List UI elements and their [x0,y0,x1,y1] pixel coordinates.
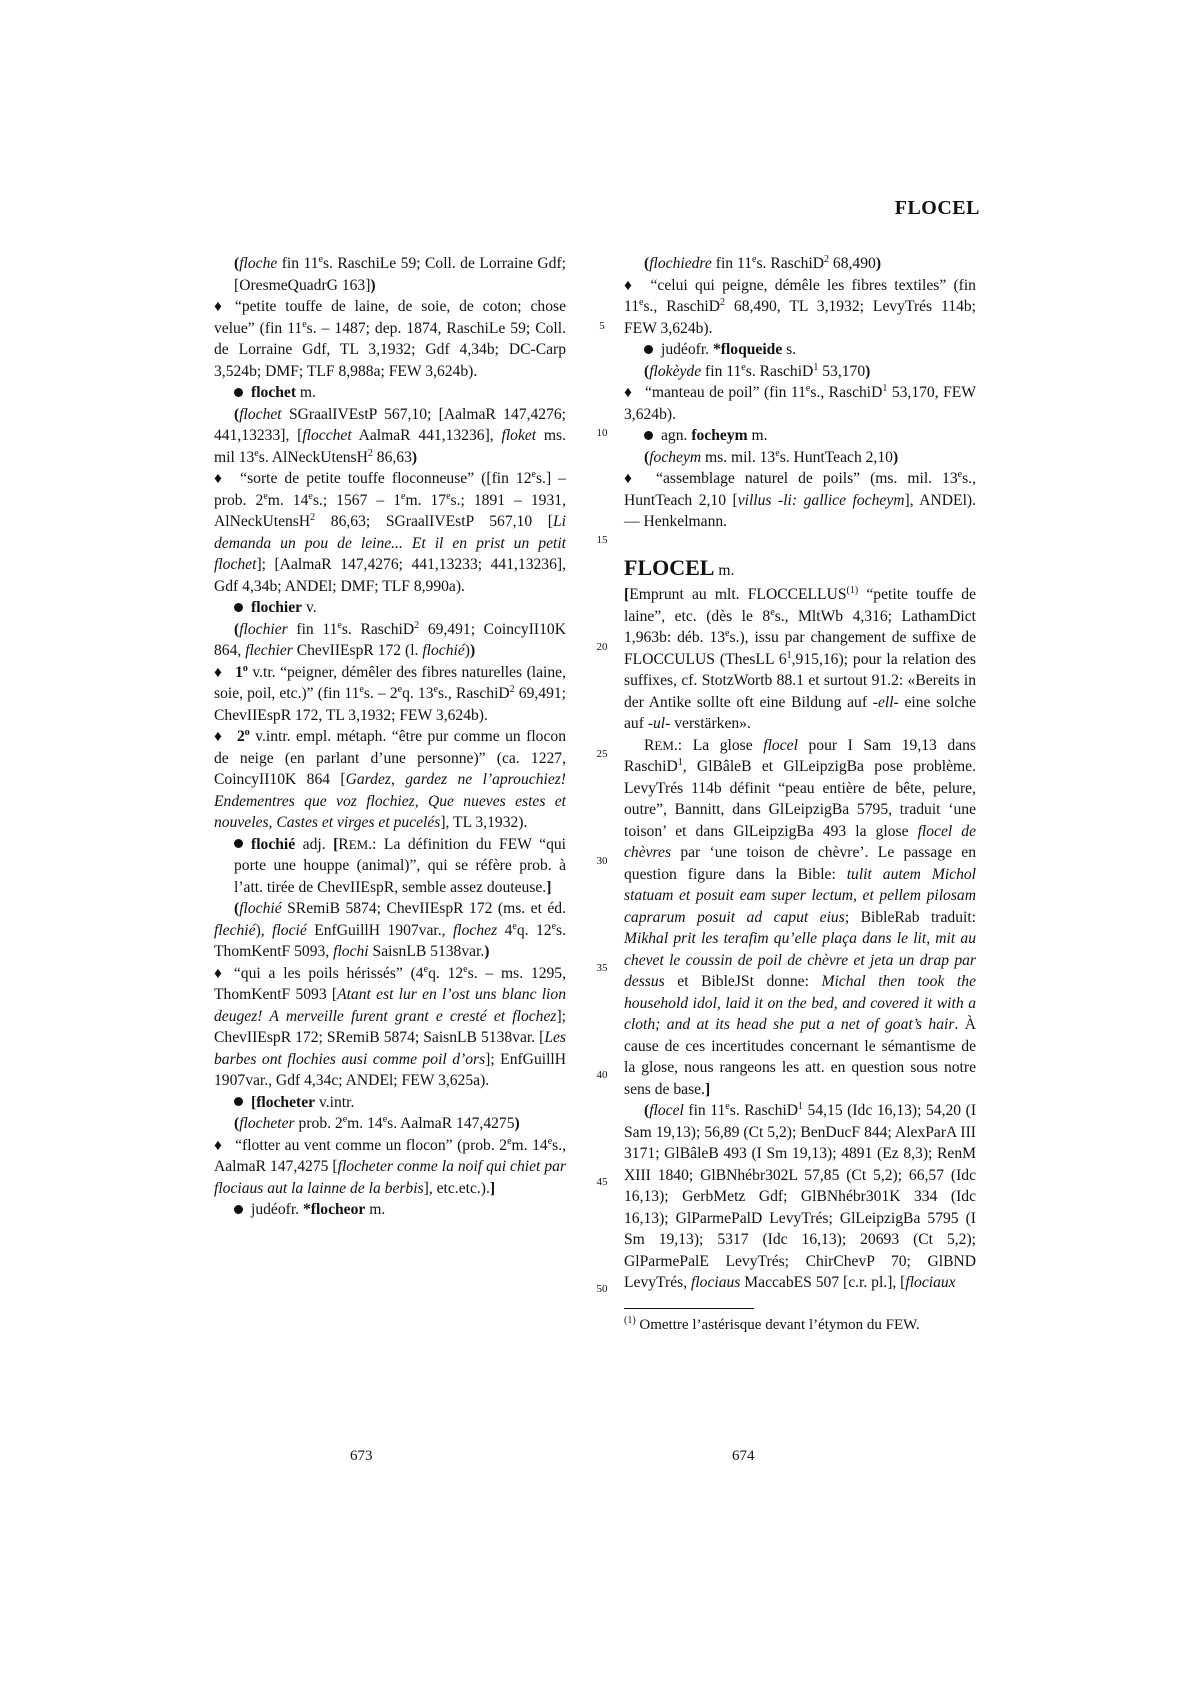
right-paragraph: ♦ “manteau de poil” (fin 11es., RaschiD$^1$ 53,170, FEW 3,624b). [624,382,976,423]
entry-paragraph: (flocel fin 11es. RaschiD$^1$ 54,15 (Idc 16,13); 54,20 (I Sam 19,13); 56,89 (Ct 5,2); BenDucF 844; AlexParA III 3171; GlBâleB 493 (I Sm 19,13); 4891 (Ez 8,3); RenM XIII 1840; GlBNhébr302L 57,85 (Ct 5,2); 66,57 (Idc 16,13); GerbMetz Gdf; GlBNhébr301K 334 (Idc 16,13); GlParmePalD LevyTrés; GlLeipzigBa 5795 (I Sm 19,13); 5317 (Idc 16,13); 20693 (Ct 5,2); GlParmePalE LevyTrés; ChirChevP 70; GlBND LevyTrés, flociaus MaccabES 507 [c.r. pl.], [flociaux [624,1100,977,1291]
left-paragraph: flochier v. [214,597,566,619]
left-paragraph: ♦ “sorte de petite touffe floconneuse” ([fin 12es.] – prob. 2em. 14es.; 1567 – 1em. 17es.; 1891 – 1931, AlNeckUtensH$^2$ 86,63; SGraalIVEstP 567,10 [Li demanda un pou de leine... Et il en prist un petit flochet]; [AalmaR 147,4276; 441,13233; 441,13236], Gdf 4,34b; ANDEl; DMF; TLF 8,990a). [214,468,566,595]
right-paragraph: (focheym ms. mil. 13es. HuntTeach 2,10) [644,447,899,466]
left-paragraph: flochié adj. [REM.: La définition du FEW “qui porte une houppe (animal)”, qui se réfère prob. à l’att. tirée de ChevIIEspR, semble assez douteuse.] [234,835,566,896]
left-paragraph: (flochet SGraalIVEstP 567,10; [AalmaR 147,4276; 441,13233], [flocchet AalmaR 441,13236], floket ms. mil 13es. AlNeckUtensH$^2$ 86,63) [214,405,566,466]
line-number: 40 [596,1069,608,1081]
left-paragraph: (flochié SRemiB 5874; ChevIIEspR 172 (ms. et éd. flechié), flocié EnfGuillH 1907var., flochez 4eq. 12es. ThomKentF 5093, flochi SaisnLB 5138var.) [214,900,567,960]
line-number: 45 [596,1176,608,1188]
entry-heading [624,554,976,582]
page-number-left: 673 [350,1448,373,1464]
right-paragraph: agn. focheym m. [624,425,976,447]
right-column [624,253,976,1335]
left-column [214,253,566,1221]
entry-paragraph: [Emprunt au mlt. FLOCCELLUS$^{(1)}$ “petite touffe de laine”, etc. (dès le 8es., MltWb 4,316; LathamDict 1,963b: déb. 13es.), issu par changement de suffixe de FLOCCULUS (ThesLL $6^1,915,16$); pour la relation des suffixes, cf. StotzWortb 88.1 et surtout 91.2: «Bereits in der Antike sollte oft eine Bildung auf -ell- eine solche auf -ul- verstärken». [624,584,976,732]
line-number: 20 [596,641,608,653]
running-head: FLOCEL [894,197,980,219]
entry-paragraph: REM.: La glose flocel pour I Sam 19,13 dans RaschiD$^1$, GlBâleB et GlLeipzigBa pose problème. LevyTrés 114b définit “peau entière de bête, pelure, outre”, Bannitt, dans GlLeipzigBa 5795, traduit ‘une toison’ et dans GlLeipzigBa 493 la glose flocel de chèvres par ‘une toison de chèvre’. Le passage en question figure dans la Bible: tulit autem Michol statuam et posuit eam super lectum, et pellem pilosam caprarum posuit ad caput eius; BibleRab traduit: Mikhal prit les terafim qu’elle plaça dans le lit, mit au chevet le coussin de poil de chèvre et jeta un drap par dessus et BibleJSt donne: Michal then took the household idol, laid it on the bed, and covered it with a cloth; and at its head she put a net of goat’s hair. À cause de ces incertitudes concernant le sémantisme de la glose, nous rangeons les att. en question sous notre sens de base.] [624,736,977,1098]
left-paragraph: ♦ 2$^o$ v.intr. empl. métaph. “être pur comme un flocon de neige (en parlant d’une personne)” (ca. 1227, CoincyII10K 864 [Gardez, gardez ne l’aprouchiez! Endementres que voz flochiez, Que nueves estes et nouveles, Castes et virges et pucelés], TL 3,1932). [214,726,567,831]
left-paragraph: ♦ 1$^o$ v.tr. “peigner, démêler des fibres naturelles (laine, soie, poil, etc.)” (fin 11es. – 2eq. 13es., RaschiD$^2$ 69,491; ChevIIEspR 172, TL 3,1932; FEW 3,624b). [214,662,567,724]
footnote-rule [624,1308,754,1309]
left-paragraph: ♦ “qui a les poils hérissés” (4eq. 12es. – ms. 1295, ThomKentF 5093 [Atant est lur en l’ost uns blanc lion deugez! A merveille furent grant e cresté et flochez]; ChevIIEspR 172; SRemiB 5874; SaisnLB 5138var. [Les barbes ont flochies ausi comme poil d’ors]; EnfGuillH 1907var., Gdf 4,34c; ANDEl; FEW 3,625a). [214,963,567,1089]
right-column-top [624,253,976,533]
line-number: 35 [596,962,608,974]
line-number: 15 [596,534,608,546]
right-paragraph: ♦ “assemblage naturel de poils” (ms. mil. 13es., HuntTeach 2,10 [villus -li: gallice focheym], ANDEl). — Henkelmann. [624,468,976,530]
left-paragraph: (flocheter prob. 2em. 14es. AalmaR 147,4275) [234,1113,520,1132]
line-number: 50 [596,1283,608,1295]
right-paragraph: (flochiedre fin 11es. RaschiD$^2$ 68,490) [644,253,882,272]
left-paragraph: (flochier fin 11es. RaschiD$^2$ 69,491; CoincyII10K 864, flechier ChevIIEspR 172 (l. flochié)) [214,619,566,659]
page-number-right: 674 [732,1448,755,1464]
line-number: 5 [599,320,605,332]
footnote: $^{(1)}$ Omettre l’astérisque devant l’étymon du FEW. [624,1314,920,1333]
right-paragraph: judéofr. *floqueide s. [624,339,976,361]
entry-pos: m. [714,561,735,579]
entry-body [624,584,976,1294]
left-paragraph: flochet m. [214,382,566,404]
line-number: 10 [596,427,608,439]
left-paragraph: ♦ “petite touffe de laine, de soie, de coton; chose velue” (fin 11es. – 1487; dep. 1874, RaschiLe 59; Coll. de Lorraine Gdf, TL 3,1932; Gdf 4,34b; DC-Carp 3,524b; DMF; TLF 8,988a; FEW 3,624b). [214,298,566,380]
left-paragraph: (floche fin 11es. RaschiLe 59; Coll. de Lorraine Gdf; [OresmeQuadrG 163]) [234,253,566,294]
right-paragraph: (flokèyde fin 11es. RaschiD$^1$ 53,170) [644,361,871,380]
left-paragraph: [flocheter v.intr. [214,1092,566,1114]
line-number: 25 [596,748,608,760]
line-number: 30 [596,855,608,867]
entry-headword: FLOCEL [624,554,715,580]
right-paragraph: ♦ “celui qui peigne, démêle les fibres textiles” (fin 11es., RaschiD$^2$ 68,490, TL 3,1932; LevyTrés 114b; FEW 3,624b). [624,276,976,337]
left-paragraph: judéofr. *flocheor m. [214,1199,566,1221]
left-paragraph: ♦ “flotter au vent comme un flocon” (prob. 2em. 14es., AalmaR 147,4275 [flocheter conme la noif qui chiet par flociaus aut la lainne de la berbis], etc.etc.).] [214,1135,567,1197]
